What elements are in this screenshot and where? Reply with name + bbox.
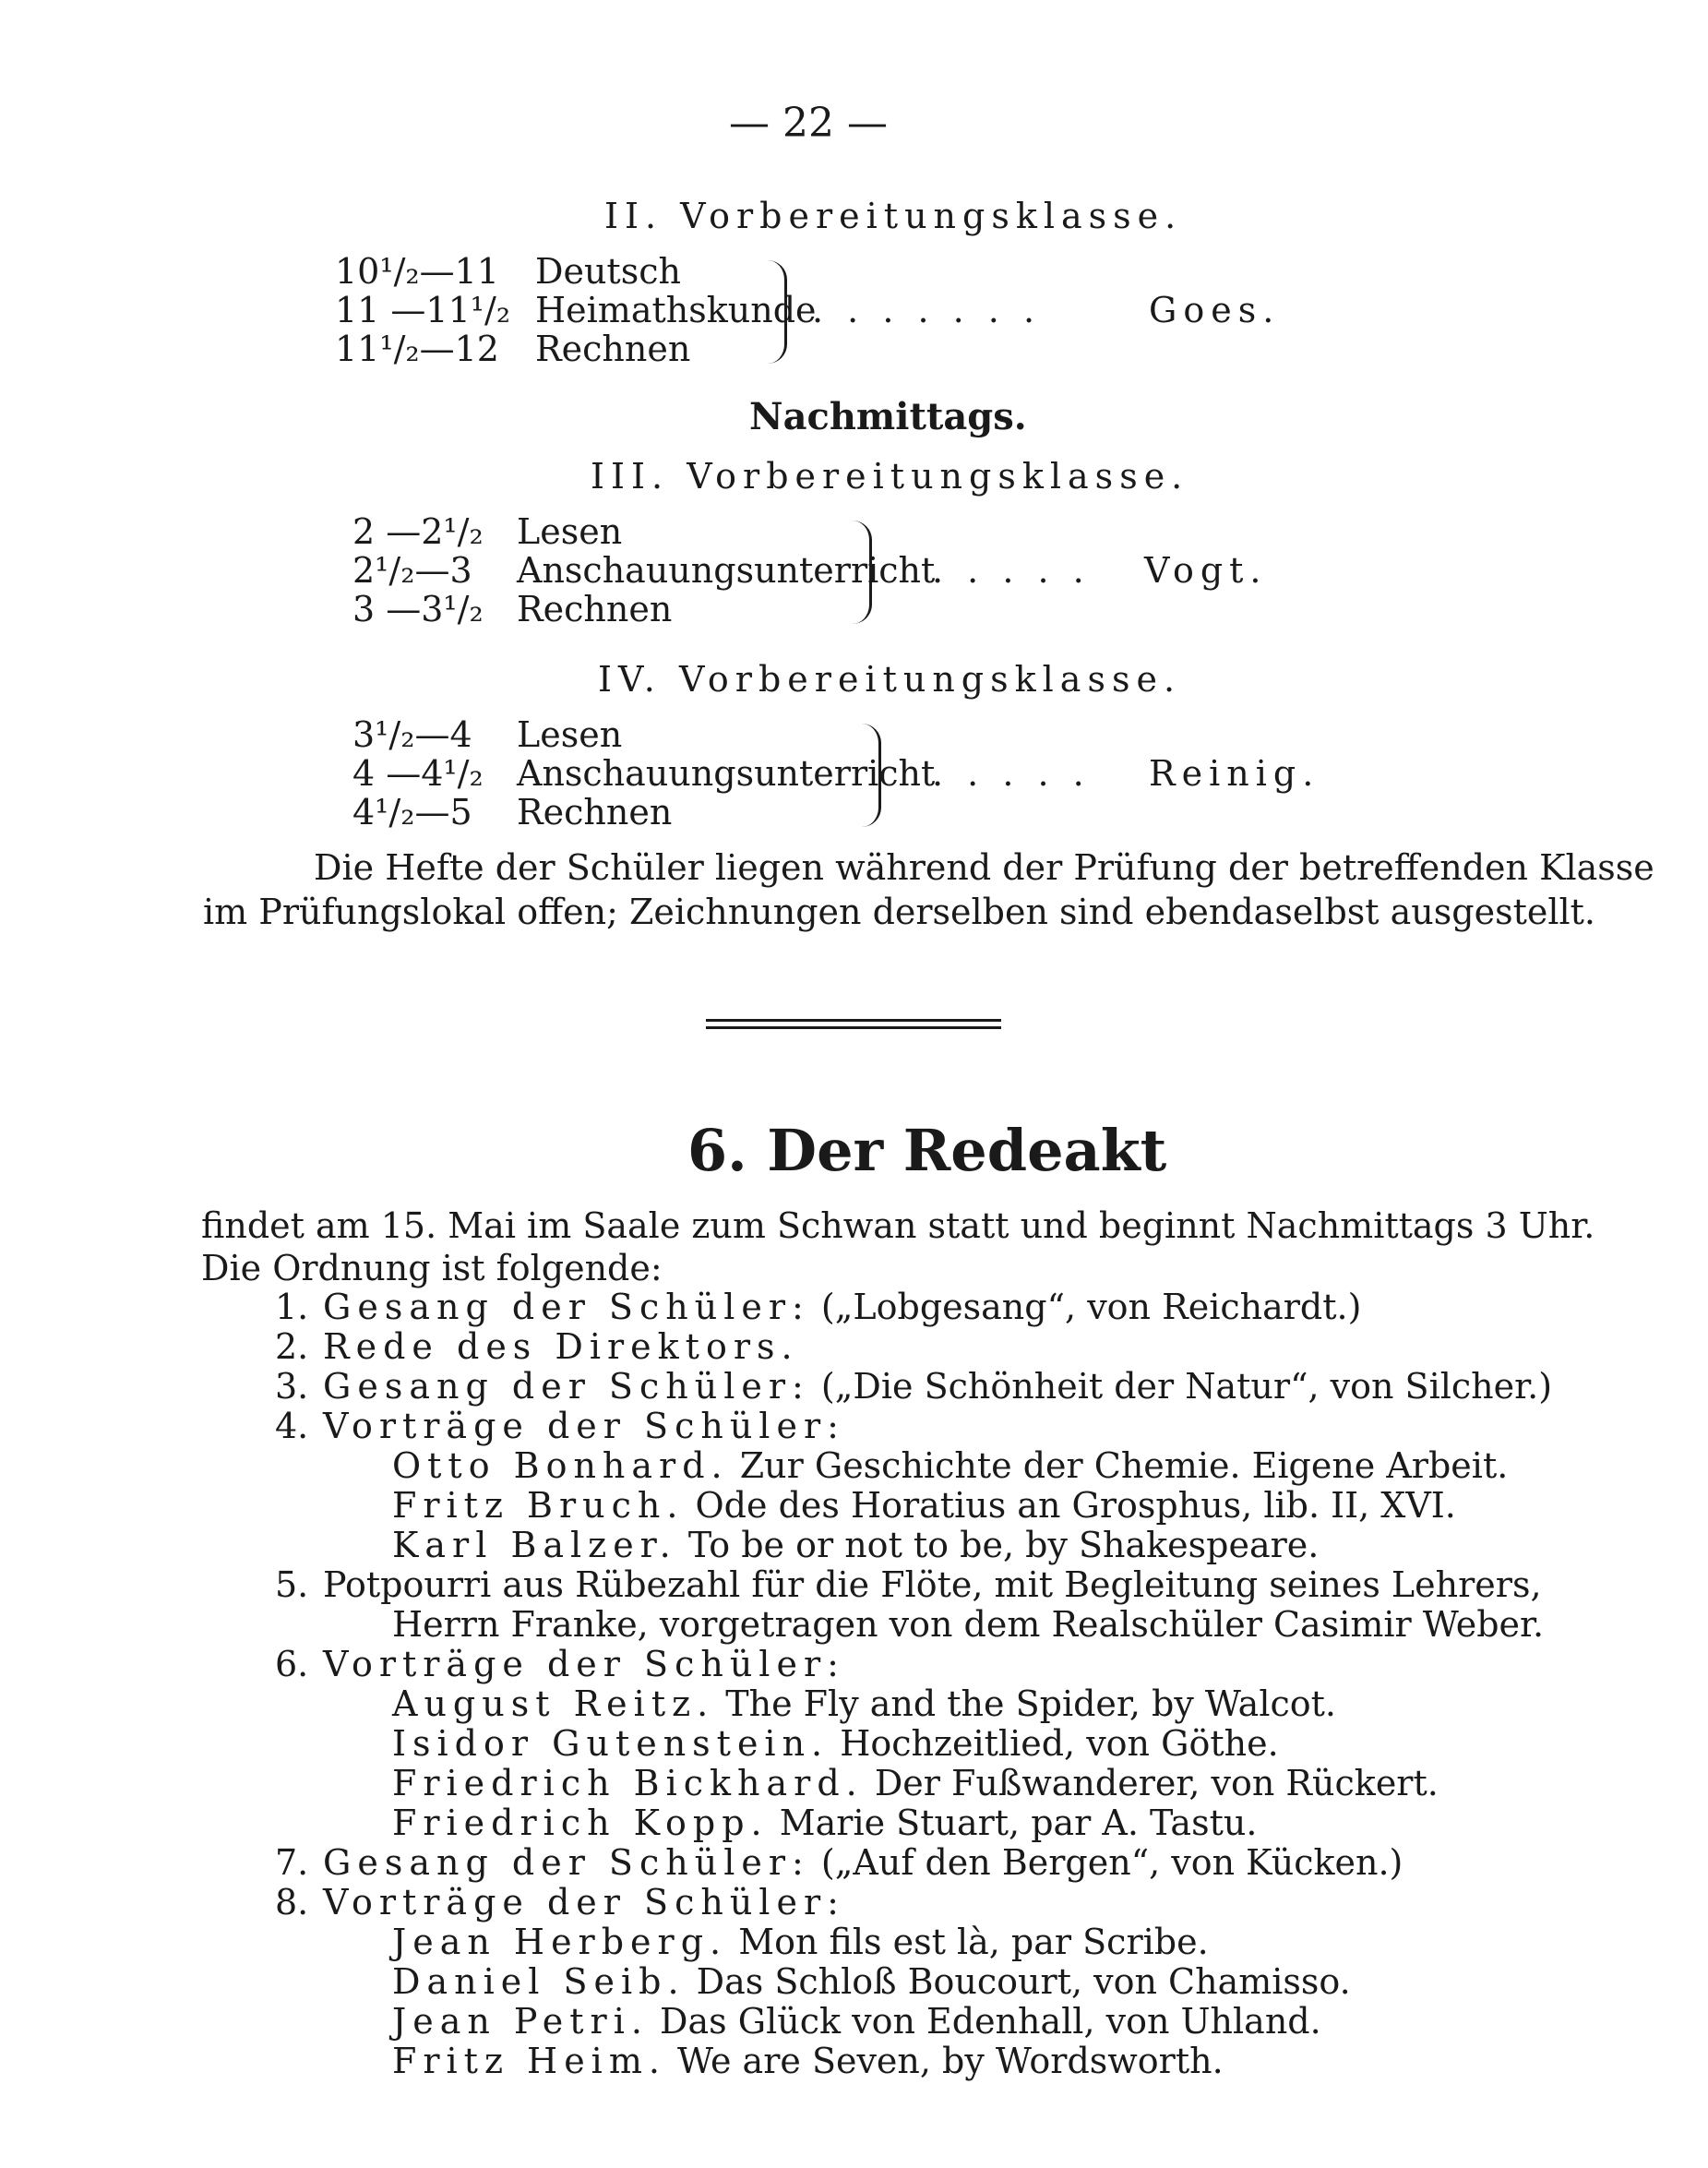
schedule-time: 11 —11¹/₂ bbox=[335, 290, 511, 330]
bracket bbox=[853, 521, 872, 624]
section-title: 6. Der Redeakt bbox=[687, 1117, 1167, 1184]
program-subitem: Herrn Franke, vorgetragen von dem Realschüler Casimir Weber. bbox=[392, 1604, 1545, 1645]
program-subitem: Karl Balzer. To be or not to be, by Shakespeare. bbox=[392, 1525, 1320, 1565]
schedule-subject: Heimathskunde bbox=[535, 290, 817, 330]
program-item: Rede des Direktors. bbox=[323, 1326, 799, 1367]
program-subitem: Otto Bonhard. Zur Geschichte der Chemie. Eigene Arbeit. bbox=[392, 1445, 1509, 1486]
teacher-name: Vogt. bbox=[1144, 550, 1268, 591]
program-item: Gesang der Schüler: („Lobgesang“, von Reichardt.) bbox=[323, 1287, 1362, 1327]
program-subitem: Friedrich Bickhard. Der Fußwanderer, von Rückert. bbox=[392, 1763, 1439, 1803]
schedule-time: 11¹/₂—12 bbox=[335, 329, 499, 369]
program-subitem: Fritz Heim. We are Seven, by Wordsworth. bbox=[392, 2041, 1224, 2081]
program-number: 4. bbox=[275, 1406, 309, 1446]
leader-dots: . . . . . . . bbox=[812, 290, 1042, 330]
schedule-time: 4 —4¹/₂ bbox=[352, 753, 484, 794]
separator-rule bbox=[706, 1026, 1001, 1029]
program-number: 2. bbox=[275, 1326, 309, 1367]
program-item: Vorträge der Schüler: bbox=[323, 1882, 845, 1922]
class-4-title: IV. Vorbereitungsklasse. bbox=[598, 659, 1182, 700]
separator-rule bbox=[706, 1019, 1001, 1022]
program-subitem: Isidor Gutenstein. Hochzeitlied, von Göthe. bbox=[392, 1723, 1279, 1764]
schedule-subject: Lesen bbox=[517, 511, 623, 552]
intro-line: Die Ordnung ist folgende: bbox=[201, 1248, 663, 1288]
bracket bbox=[768, 260, 787, 364]
program-subitem: August Reitz. The Fly and the Spider, by Walcot. bbox=[392, 1683, 1336, 1724]
program-subitem: Fritz Bruch. Ode des Horatius an Grosphus, lib. II, XVI. bbox=[392, 1485, 1456, 1526]
class-3-title: III. Vorbereitungsklasse. bbox=[591, 456, 1189, 497]
class-2-title: II. Vorbereitungsklasse. bbox=[604, 196, 1183, 236]
schedule-time: 2 —2¹/₂ bbox=[352, 511, 484, 552]
program-item: Gesang der Schüler: („Auf den Bergen“, von Kücken.) bbox=[323, 1842, 1403, 1883]
program-subitem: Jean Herberg. Mon fils est là, par Scribe. bbox=[392, 1922, 1209, 1962]
program-number: 7. bbox=[275, 1842, 309, 1883]
leader-dots: . . . . . bbox=[932, 550, 1091, 591]
schedule-time: 4¹/₂—5 bbox=[352, 792, 472, 832]
schedule-subject: Anschauungsunterricht bbox=[517, 550, 936, 591]
schedule-time: 3 —3¹/₂ bbox=[352, 589, 484, 629]
schedule-subject: Rechnen bbox=[517, 589, 673, 629]
program-item: Gesang der Schüler: („Die Schönheit der Natur“, von Silcher.) bbox=[323, 1366, 1553, 1407]
note-line: im Prüfungslokal offen; Zeichnungen derselben sind ebendaselbst ausgestellt. bbox=[203, 892, 1596, 932]
teacher-name: Reinig. bbox=[1149, 753, 1320, 794]
note-line: Die Hefte der Schüler liegen während der Prüfung der betreffenden Klasse bbox=[314, 847, 1654, 888]
leader-dots: . . . . . bbox=[932, 753, 1091, 794]
page-number: — 22 — bbox=[729, 100, 888, 147]
schedule-subject: Anschauungsunterricht bbox=[517, 753, 936, 794]
program-number: 3. bbox=[275, 1366, 309, 1407]
program-number: 8. bbox=[275, 1882, 309, 1922]
program-item: Vorträge der Schüler: bbox=[323, 1644, 845, 1684]
schedule-subject: Deutsch bbox=[535, 251, 681, 292]
program-item: Potpourri aus Rübezahl für die Flöte, mit Begleitung seines Lehrers, bbox=[323, 1564, 1542, 1605]
schedule-time: 2¹/₂—3 bbox=[352, 550, 472, 591]
schedule-time: 3¹/₂—4 bbox=[352, 714, 472, 755]
program-number: 1. bbox=[275, 1287, 309, 1327]
program-number: 5. bbox=[275, 1564, 309, 1605]
program-number: 6. bbox=[275, 1644, 309, 1684]
program-subitem: Friedrich Kopp. Marie Stuart, par A. Tastu. bbox=[392, 1803, 1258, 1843]
schedule-subject: Lesen bbox=[517, 714, 623, 755]
program-item: Vorträge der Schüler: bbox=[323, 1406, 845, 1446]
intro-line: findet am 15. Mai im Saale zum Schwan statt und beginnt Nachmittags 3 Uhr. bbox=[201, 1205, 1595, 1246]
schedule-time: 10¹/₂—11 bbox=[335, 251, 499, 292]
schedule-subject: Rechnen bbox=[517, 792, 673, 832]
program-subitem: Jean Petri. Das Glück von Edenhall, von Uhland. bbox=[392, 2001, 1321, 2042]
teacher-name: Goes. bbox=[1149, 290, 1281, 330]
bracket bbox=[862, 724, 881, 827]
afternoon-heading: Nachmittags. bbox=[749, 395, 1027, 438]
program-subitem: Daniel Seib. Das Schloß Boucourt, von Chamisso. bbox=[392, 1961, 1351, 2002]
schedule-subject: Rechnen bbox=[535, 329, 691, 369]
